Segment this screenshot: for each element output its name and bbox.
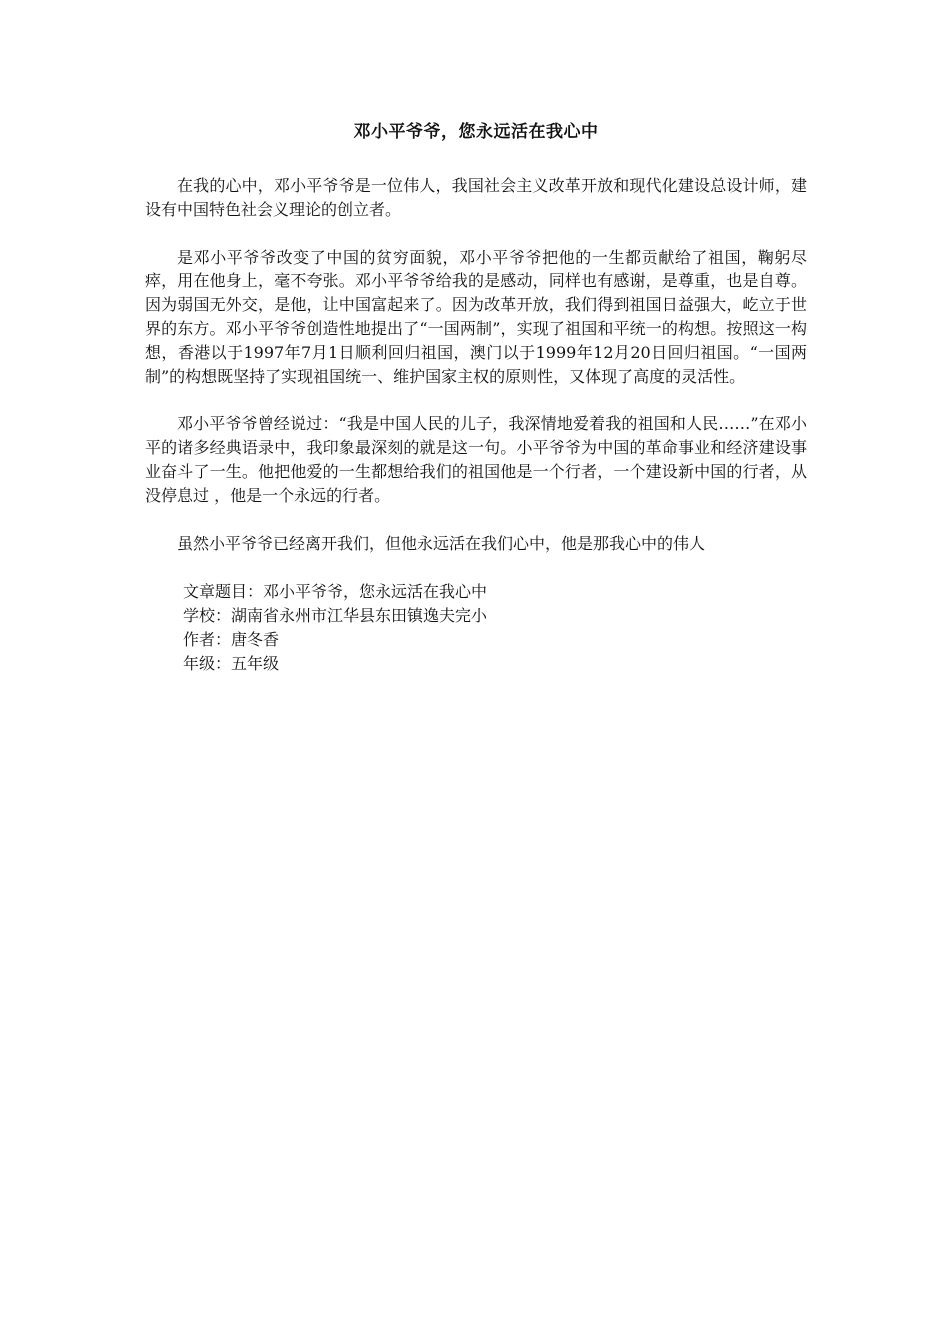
paragraph-closing: 虽然小平爷爷已经离开我们，但他永远活在我们心中，他是那我心中的伟人 bbox=[177, 533, 706, 553]
meta-author: 作者：唐冬香 bbox=[183, 630, 280, 650]
paragraph-quote: 邓小平爷爷曾经说过：“我是中国人民的儿子，我深情地爱着我的祖国和人民……”在邓小平的诸多经典语录中，我印象最深刻的就是这一句。小平爷爷为中国的革命事业和经济建设事业奋斗了一生。他把他爱的一生都想给我们的祖国他是一个行者，一个建设新中国的行者，从没停息过 ，他是一个永远的行者。 bbox=[145, 414, 807, 505]
meta-article-title: 文章题目：邓小平爷爷，您永远活在我心中 bbox=[183, 582, 488, 602]
paragraph-intro: 在我的心中，邓小平爷爷是一位伟人，我国社会主义改革开放和现代化建设总设计师，建设有中国特色社会义理论的创立者。 bbox=[145, 176, 807, 219]
meta-grade: 年级：五年级 bbox=[183, 654, 280, 674]
meta-school: 学校：湖南省永州市江华县东田镇逸夫完小 bbox=[183, 606, 488, 626]
document-title: 邓小平爷爷，您永远活在我心中 bbox=[353, 122, 599, 142]
document-page bbox=[145, 120, 807, 676]
paragraph-reform: 是邓小平爷爷改变了中国的贫穷面貌，邓小平爷爷把他的一生都贡献给了祖国，鞠躬尽瘁，用在他身上，毫不夸张。邓小平爷爷给我的是感动，同样也有感谢，是尊重，也是自尊。因为弱国无外交，是他，让中国富起来了。因为改革开放，我们得到祖国日益强大，屹立于世界的东方。邓小平爷爷创造性地提出了“一国两制”，实现了祖国和平统一的构想。按照这一构想，香港以于1997年7月1日顺利回归祖国，澳门以于1999年12月20日回归祖国。“一国两制”的构想既坚持了实现祖国统一、维护国家主权的原则性，又体现了高度的灵活性。 bbox=[145, 247, 807, 386]
article-meta bbox=[145, 580, 807, 676]
